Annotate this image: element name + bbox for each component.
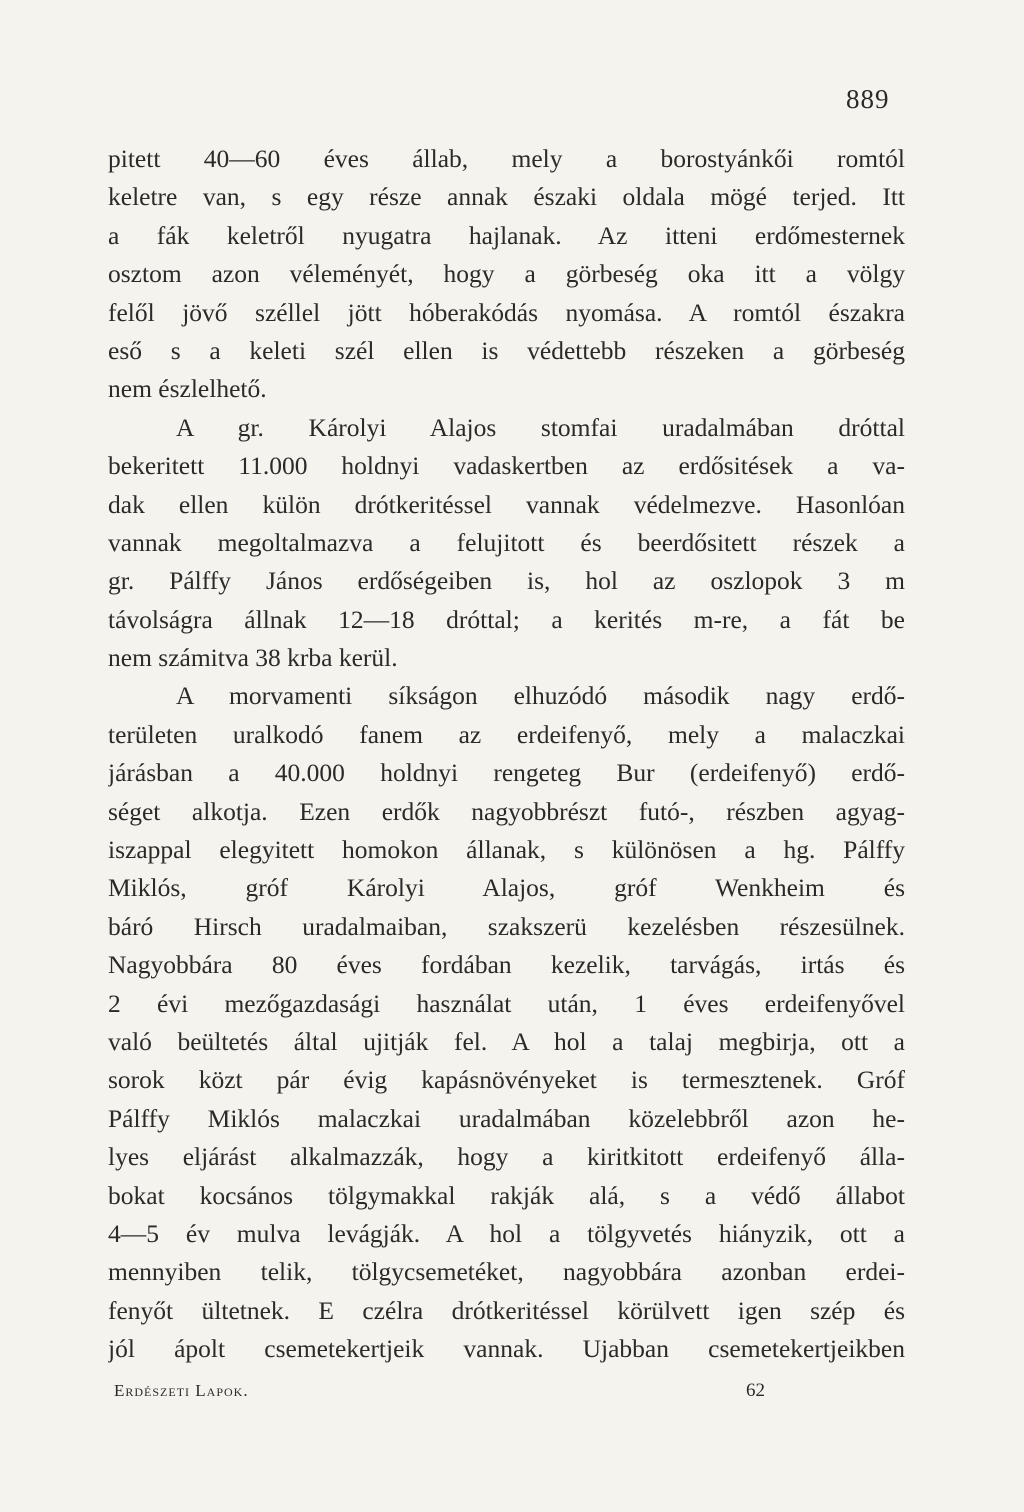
text-line: 2 évi mezőgazdasági használat után, 1 éves erdeifenyővel <box>108 988 905 1018</box>
text-line: A morvamenti síkságon elhuzódó második nagy erdő- <box>176 681 905 711</box>
footer-journal-title: Erdészeti Lapok. <box>114 1381 249 1400</box>
text-line: sorok közt pár évig kapásnövényeket is termesztenek. Gróf <box>108 1065 905 1095</box>
text-line: 4—5 év mulva levágják. A hol a tölgyvetés hiányzik, ott a <box>108 1218 905 1248</box>
text-line: séget alkotja. Ezen erdők nagyobbrészt futó-, részben agyag- <box>108 796 905 826</box>
text-line: mennyiben telik, tölgycsemetéket, nagyobbára azonban erdei- <box>108 1257 905 1287</box>
text-line: Nagyobbára 80 éves fordában kezelik, tarvágás, irtás és <box>108 950 905 980</box>
text-line: eső s a keleti szél ellen is védettebb részeken a görbeség <box>108 335 905 365</box>
text-line: területen uralkodó fanem az erdeifenyő, mely a malaczkai <box>108 719 905 749</box>
text-line: dak ellen külön drótkeritéssel vannak védelmezve. Hasonlóan <box>108 489 905 519</box>
text-line: nem észlelhető. <box>108 374 267 404</box>
page-number: 889 <box>846 84 890 114</box>
text-line: keletre van, s egy része annak északi oldala mögé terjed. Itt <box>108 182 905 212</box>
footer-signature-mark: 62 <box>746 1380 765 1401</box>
text-line: pitett 40—60 éves állab, mely a borostyánkői romtól <box>108 144 905 173</box>
text-line: gr. Pálffy János erdőségeiben is, hol az oszlopok 3 m <box>108 566 905 596</box>
text-line: a fák keletről nyugatra hajlanak. Az itteni erdőmesternek <box>108 220 905 250</box>
text-line: fenyőt ültetnek. E czélra drótkeritéssel körülvett igen szép és <box>108 1295 905 1325</box>
text-line: báró Hirsch uradalmaiban, szakszerü kezelésben részesülnek. <box>108 911 905 941</box>
text-line: Pálffy Miklós malaczkai uradalmában közelebbről azon he- <box>108 1103 905 1133</box>
text-line: iszappal elegyitett homokon állanak, s különösen a hg. Pálffy <box>108 835 905 865</box>
text-line: való beültetés által ujitják fel. A hol a talaj megbirja, ott a <box>108 1026 905 1056</box>
text-line: járásban a 40.000 holdnyi rengeteg Bur (erdeifenyő) erdő- <box>108 758 905 788</box>
text-line: bokat kocsános tölgymakkal rakják alá, s a védő állabot <box>108 1180 905 1210</box>
text-line: felől jövő széllel jött hóberakódás nyomása. A romtól északra <box>108 297 905 327</box>
text-line: távolságra állnak 12—18 dróttal; a kerités m-re, a fát be <box>108 604 905 634</box>
text-line: bekeritett 11.000 holdnyi vadaskertben az erdősitések a va- <box>108 451 905 481</box>
text-line: vannak megoltalmazva a felujitott és beerdősitett részek a <box>108 527 905 557</box>
text-line: A gr. Károlyi Alajos stomfai uradalmában dróttal <box>176 412 905 442</box>
body-text <box>108 140 905 1369</box>
text-line: nem számitva 38 krba kerül. <box>108 643 398 673</box>
text-line: Miklós, gróf Károlyi Alajos, gróf Wenkheim és <box>108 873 905 903</box>
text-line: osztom azon véleményét, hogy a görbeség oka itt a völgy <box>108 259 905 289</box>
text-line: lyes eljárást alkalmazzák, hogy a kiritkitott erdeifenyő álla- <box>108 1142 905 1172</box>
text-line: jól ápolt csemetekertjeik vannak. Ujabban csemetekertjeikben <box>108 1334 905 1364</box>
